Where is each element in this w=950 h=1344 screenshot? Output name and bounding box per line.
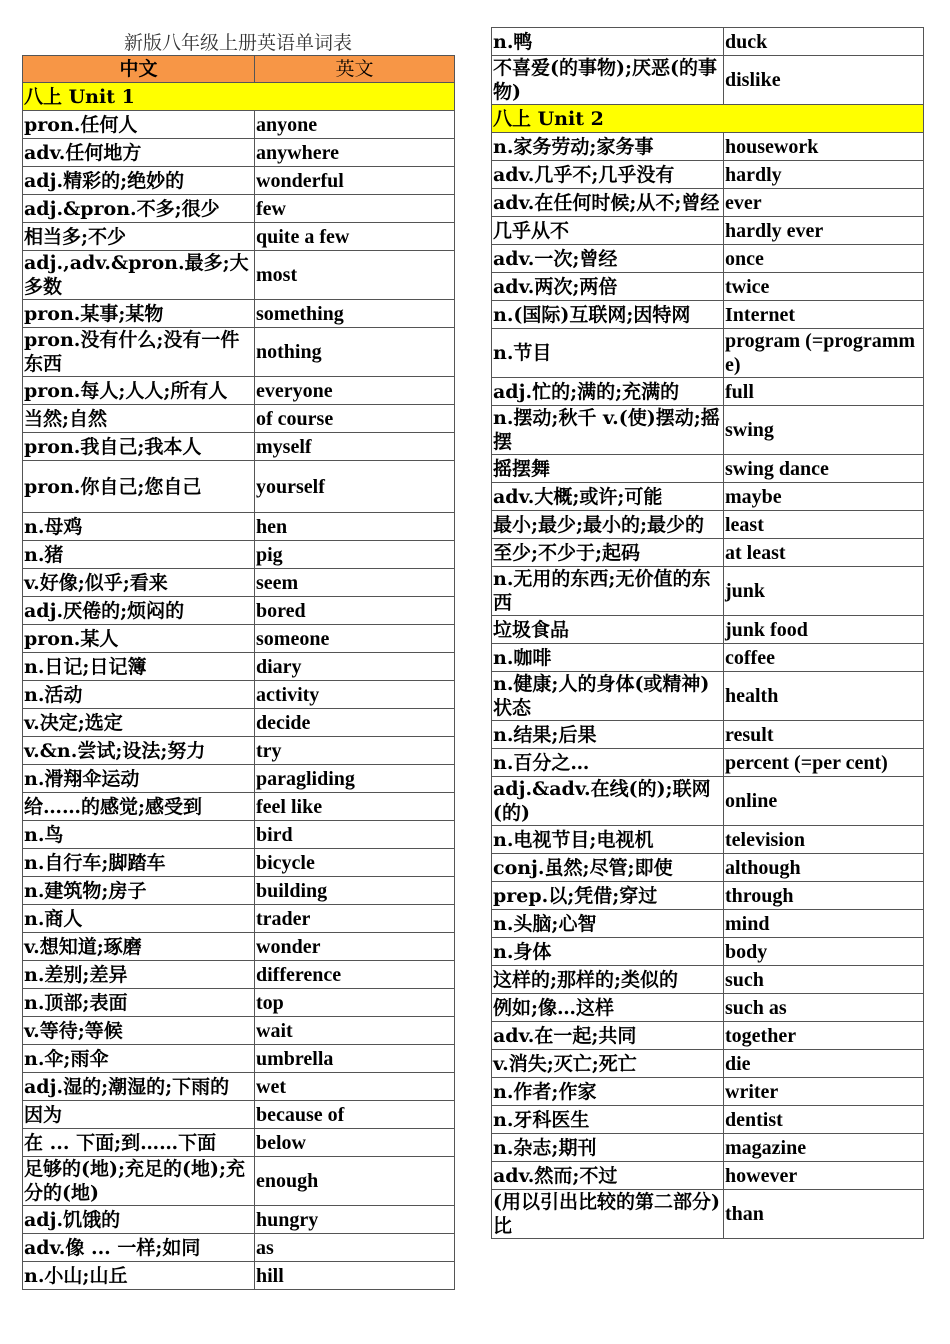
word-row bbox=[23, 541, 455, 569]
english-word: quite a few bbox=[255, 223, 455, 251]
chinese-meaning: v.消失;灭亡;死亡 bbox=[492, 1050, 724, 1078]
chinese-meaning: n.顶部;表面 bbox=[23, 989, 255, 1017]
chinese-meaning: n.健康;人的身体(或精神)状态 bbox=[492, 672, 724, 721]
english-word: decide bbox=[255, 709, 455, 737]
chinese-meaning: n.小山;山丘 bbox=[23, 1262, 255, 1290]
english-word: trader bbox=[255, 905, 455, 933]
chinese-meaning: (用以引出比较的第二部分)比 bbox=[492, 1190, 724, 1239]
english-word: activity bbox=[255, 681, 455, 709]
english-word: however bbox=[724, 1162, 924, 1190]
english-word: hardly bbox=[724, 161, 924, 189]
word-row bbox=[492, 1162, 924, 1190]
english-word: ever bbox=[724, 189, 924, 217]
english-word: dentist bbox=[724, 1106, 924, 1134]
chinese-meaning: n.作者;作家 bbox=[492, 1078, 724, 1106]
chinese-meaning: n.节目 bbox=[492, 329, 724, 378]
english-word: someone bbox=[255, 625, 455, 653]
chinese-meaning: adv.然而;不过 bbox=[492, 1162, 724, 1190]
chinese-meaning: pron.你自己;您自己 bbox=[23, 461, 255, 513]
word-row bbox=[23, 167, 455, 195]
chinese-meaning: n.建筑物;房子 bbox=[23, 877, 255, 905]
chinese-meaning: n.活动 bbox=[23, 681, 255, 709]
word-row bbox=[492, 406, 924, 455]
english-word: junk bbox=[724, 567, 924, 616]
unit-label: 八上 Unit 2 bbox=[492, 105, 924, 133]
chinese-meaning: adj.&pron.不多;很少 bbox=[23, 195, 255, 223]
chinese-meaning: n.日记;日记簿 bbox=[23, 653, 255, 681]
english-word: wonderful bbox=[255, 167, 455, 195]
word-row bbox=[23, 681, 455, 709]
chinese-meaning: v.好像;似乎;看来 bbox=[23, 569, 255, 597]
chinese-meaning: n.差别;差异 bbox=[23, 961, 255, 989]
chinese-meaning: adv.在一起;共同 bbox=[492, 1022, 724, 1050]
chinese-meaning: prep.以;凭借;穿过 bbox=[492, 882, 724, 910]
chinese-meaning: 摇摆舞 bbox=[492, 455, 724, 483]
english-word: housework bbox=[724, 133, 924, 161]
english-word: few bbox=[255, 195, 455, 223]
word-row bbox=[492, 777, 924, 826]
english-word: difference bbox=[255, 961, 455, 989]
word-row bbox=[492, 28, 924, 56]
word-row bbox=[492, 56, 924, 105]
english-word: everyone bbox=[255, 377, 455, 405]
chinese-meaning: pron.我自己;我本人 bbox=[23, 433, 255, 461]
word-row bbox=[492, 910, 924, 938]
english-word: mind bbox=[724, 910, 924, 938]
word-row bbox=[492, 189, 924, 217]
word-row bbox=[23, 1129, 455, 1157]
chinese-meaning: n.咖啡 bbox=[492, 644, 724, 672]
word-row bbox=[23, 933, 455, 961]
english-word: together bbox=[724, 1022, 924, 1050]
chinese-meaning: adv.几乎不;几乎没有 bbox=[492, 161, 724, 189]
word-row bbox=[492, 567, 924, 616]
unit-row bbox=[492, 105, 924, 133]
chinese-meaning: n.鸟 bbox=[23, 821, 255, 849]
chinese-meaning: adv.大概;或许;可能 bbox=[492, 483, 724, 511]
header-english: 英文 bbox=[255, 56, 455, 83]
chinese-meaning: n.(国际)互联网;因特网 bbox=[492, 301, 724, 329]
chinese-meaning: 在 ... 下面;到……下面 bbox=[23, 1129, 255, 1157]
english-word: online bbox=[724, 777, 924, 826]
word-row bbox=[23, 1073, 455, 1101]
english-word: coffee bbox=[724, 644, 924, 672]
word-row bbox=[492, 483, 924, 511]
chinese-meaning: n.杂志;期刊 bbox=[492, 1134, 724, 1162]
chinese-meaning: n.自行车;脚踏车 bbox=[23, 849, 255, 877]
word-row bbox=[492, 826, 924, 854]
chinese-meaning: 例如;像…这样 bbox=[492, 994, 724, 1022]
word-row bbox=[492, 161, 924, 189]
word-row bbox=[23, 461, 455, 513]
chinese-meaning: n.滑翔伞运动 bbox=[23, 765, 255, 793]
word-row bbox=[23, 793, 455, 821]
english-word: junk food bbox=[724, 616, 924, 644]
english-word: duck bbox=[724, 28, 924, 56]
chinese-meaning: adv.在任何时候;从不;曾经 bbox=[492, 189, 724, 217]
chinese-meaning: 足够的(地);充足的(地);充分的(地) bbox=[23, 1157, 255, 1206]
chinese-meaning: 因为 bbox=[23, 1101, 255, 1129]
word-row bbox=[492, 1078, 924, 1106]
word-row bbox=[492, 245, 924, 273]
chinese-meaning: pron.某事;某物 bbox=[23, 300, 255, 328]
word-row bbox=[23, 625, 455, 653]
english-word: bird bbox=[255, 821, 455, 849]
english-word: nothing bbox=[255, 328, 455, 377]
english-word: through bbox=[724, 882, 924, 910]
english-word: bored bbox=[255, 597, 455, 625]
chinese-meaning: adj.饥饿的 bbox=[23, 1206, 255, 1234]
unit-label: 八上 Unit 1 bbox=[23, 83, 455, 111]
chinese-meaning: n.头脑;心智 bbox=[492, 910, 724, 938]
chinese-meaning: v.决定;选定 bbox=[23, 709, 255, 737]
word-row bbox=[23, 1157, 455, 1206]
english-word: swing dance bbox=[724, 455, 924, 483]
word-row bbox=[23, 653, 455, 681]
english-word: umbrella bbox=[255, 1045, 455, 1073]
chinese-meaning: adj.湿的;潮湿的;下雨的 bbox=[23, 1073, 255, 1101]
chinese-meaning: 垃圾食品 bbox=[492, 616, 724, 644]
word-row bbox=[492, 721, 924, 749]
english-word: yourself bbox=[255, 461, 455, 513]
word-row bbox=[492, 1106, 924, 1134]
chinese-meaning: 至少;不少于;起码 bbox=[492, 539, 724, 567]
chinese-meaning: n.牙科医生 bbox=[492, 1106, 724, 1134]
header-chinese: 中文 bbox=[23, 56, 255, 83]
unit-row bbox=[23, 83, 455, 111]
english-word: writer bbox=[724, 1078, 924, 1106]
chinese-meaning: 当然;自然 bbox=[23, 405, 255, 433]
chinese-meaning: n.鸭 bbox=[492, 28, 724, 56]
chinese-meaning: n.伞;雨伞 bbox=[23, 1045, 255, 1073]
word-row bbox=[23, 905, 455, 933]
english-word: of course bbox=[255, 405, 455, 433]
chinese-meaning: adv.像 ... 一样;如同 bbox=[23, 1234, 255, 1262]
chinese-meaning: v.等待;等候 bbox=[23, 1017, 255, 1045]
word-row bbox=[492, 616, 924, 644]
word-row bbox=[23, 1045, 455, 1073]
word-row bbox=[492, 217, 924, 245]
english-word: seem bbox=[255, 569, 455, 597]
chinese-meaning: n.电视节目;电视机 bbox=[492, 826, 724, 854]
chinese-meaning: n.百分之… bbox=[492, 749, 724, 777]
word-row bbox=[492, 882, 924, 910]
word-row bbox=[492, 994, 924, 1022]
word-row bbox=[492, 966, 924, 994]
english-word: percent (=per cent) bbox=[724, 749, 924, 777]
english-word: such as bbox=[724, 994, 924, 1022]
word-row bbox=[23, 1101, 455, 1129]
word-row bbox=[23, 821, 455, 849]
chinese-meaning: v.&n.尝试;设法;努力 bbox=[23, 737, 255, 765]
word-row bbox=[492, 1190, 924, 1239]
word-row bbox=[492, 301, 924, 329]
english-word: pig bbox=[255, 541, 455, 569]
word-row bbox=[23, 849, 455, 877]
english-word: try bbox=[255, 737, 455, 765]
word-row bbox=[23, 328, 455, 377]
vocab-table-right bbox=[491, 27, 924, 1239]
english-word: wet bbox=[255, 1073, 455, 1101]
english-word: building bbox=[255, 877, 455, 905]
chinese-meaning: 给……的感觉;感受到 bbox=[23, 793, 255, 821]
chinese-meaning: n.母鸡 bbox=[23, 513, 255, 541]
word-row bbox=[492, 133, 924, 161]
english-word: below bbox=[255, 1129, 455, 1157]
chinese-meaning: 不喜爱(的事物);厌恶(的事物) bbox=[492, 56, 724, 105]
english-word: than bbox=[724, 1190, 924, 1239]
word-row bbox=[492, 854, 924, 882]
word-row bbox=[23, 709, 455, 737]
word-row bbox=[492, 938, 924, 966]
english-word: anywhere bbox=[255, 139, 455, 167]
word-row bbox=[492, 749, 924, 777]
chinese-meaning: n.无用的东西;无价值的东西 bbox=[492, 567, 724, 616]
english-word: maybe bbox=[724, 483, 924, 511]
english-word: twice bbox=[724, 273, 924, 301]
word-row bbox=[23, 765, 455, 793]
chinese-meaning: pron.某人 bbox=[23, 625, 255, 653]
english-word: result bbox=[724, 721, 924, 749]
chinese-meaning: 相当多;不少 bbox=[23, 223, 255, 251]
word-row bbox=[23, 737, 455, 765]
word-row bbox=[492, 1050, 924, 1078]
english-word: body bbox=[724, 938, 924, 966]
chinese-meaning: 几乎从不 bbox=[492, 217, 724, 245]
word-row bbox=[23, 1017, 455, 1045]
english-word: wait bbox=[255, 1017, 455, 1045]
chinese-meaning: pron.每人;人人;所有人 bbox=[23, 377, 255, 405]
english-word: full bbox=[724, 378, 924, 406]
word-row bbox=[492, 378, 924, 406]
english-word: at least bbox=[724, 539, 924, 567]
chinese-meaning: adj.,adv.&pron.最多;大多数 bbox=[23, 251, 255, 300]
word-row bbox=[23, 223, 455, 251]
english-word: hen bbox=[255, 513, 455, 541]
chinese-meaning: adv.任何地方 bbox=[23, 139, 255, 167]
word-row bbox=[23, 1262, 455, 1290]
word-row bbox=[23, 961, 455, 989]
chinese-meaning: n.家务劳动;家务事 bbox=[492, 133, 724, 161]
word-row bbox=[23, 989, 455, 1017]
chinese-meaning: conj.虽然;尽管;即使 bbox=[492, 854, 724, 882]
english-word: Internet bbox=[724, 301, 924, 329]
vocab-table-left bbox=[22, 55, 455, 1290]
english-word: die bbox=[724, 1050, 924, 1078]
english-word: anyone bbox=[255, 111, 455, 139]
chinese-meaning: n.商人 bbox=[23, 905, 255, 933]
english-word: such bbox=[724, 966, 924, 994]
english-word: top bbox=[255, 989, 455, 1017]
english-word: because of bbox=[255, 1101, 455, 1129]
word-row bbox=[23, 300, 455, 328]
chinese-meaning: adj.厌倦的;烦闷的 bbox=[23, 597, 255, 625]
chinese-meaning: v.想知道;琢磨 bbox=[23, 933, 255, 961]
chinese-meaning: 最小;最少;最小的;最少的 bbox=[492, 511, 724, 539]
word-row bbox=[492, 511, 924, 539]
word-row bbox=[23, 1206, 455, 1234]
english-word: hardly ever bbox=[724, 217, 924, 245]
word-row bbox=[23, 405, 455, 433]
english-word: diary bbox=[255, 653, 455, 681]
chinese-meaning: adj.精彩的;绝妙的 bbox=[23, 167, 255, 195]
chinese-meaning: n.猪 bbox=[23, 541, 255, 569]
word-row bbox=[23, 111, 455, 139]
english-word: although bbox=[724, 854, 924, 882]
chinese-meaning: pron.任何人 bbox=[23, 111, 255, 139]
chinese-meaning: adv.一次;曾经 bbox=[492, 245, 724, 273]
chinese-meaning: adv.两次;两倍 bbox=[492, 273, 724, 301]
english-word: hungry bbox=[255, 1206, 455, 1234]
word-row bbox=[492, 539, 924, 567]
chinese-meaning: n.摆动;秋千 v.(使)摆动;摇摆 bbox=[492, 406, 724, 455]
word-row bbox=[492, 1134, 924, 1162]
english-word: feel like bbox=[255, 793, 455, 821]
word-row bbox=[23, 377, 455, 405]
english-word: most bbox=[255, 251, 455, 300]
chinese-meaning: n.结果;后果 bbox=[492, 721, 724, 749]
chinese-meaning: adj.忙的;满的;充满的 bbox=[492, 378, 724, 406]
english-word: once bbox=[724, 245, 924, 273]
word-row bbox=[23, 569, 455, 597]
word-row bbox=[492, 1022, 924, 1050]
word-row bbox=[23, 433, 455, 461]
word-row bbox=[23, 597, 455, 625]
english-word: hill bbox=[255, 1262, 455, 1290]
chinese-meaning: n.身体 bbox=[492, 938, 724, 966]
word-row bbox=[492, 644, 924, 672]
english-word: enough bbox=[255, 1157, 455, 1206]
word-row bbox=[23, 513, 455, 541]
english-word: bicycle bbox=[255, 849, 455, 877]
word-row bbox=[492, 672, 924, 721]
english-word: paragliding bbox=[255, 765, 455, 793]
english-word: health bbox=[724, 672, 924, 721]
english-word: as bbox=[255, 1234, 455, 1262]
english-word: something bbox=[255, 300, 455, 328]
english-word: dislike bbox=[724, 56, 924, 105]
chinese-meaning: pron.没有什么;没有一件东西 bbox=[23, 328, 255, 377]
chinese-meaning: adj.&adv.在线(的);联网(的) bbox=[492, 777, 724, 826]
page-title: 新版八年级上册英语单词表 bbox=[123, 32, 352, 54]
word-row bbox=[23, 139, 455, 167]
english-word: television bbox=[724, 826, 924, 854]
english-word: program (=programme) bbox=[724, 329, 924, 378]
word-row bbox=[492, 329, 924, 378]
chinese-meaning: 这样的;那样的;类似的 bbox=[492, 966, 724, 994]
word-row bbox=[492, 455, 924, 483]
word-row bbox=[23, 195, 455, 223]
word-row bbox=[23, 251, 455, 300]
english-word: wonder bbox=[255, 933, 455, 961]
english-word: magazine bbox=[724, 1134, 924, 1162]
english-word: swing bbox=[724, 406, 924, 455]
header-row bbox=[23, 56, 455, 83]
word-row bbox=[492, 273, 924, 301]
english-word: least bbox=[724, 511, 924, 539]
english-word: myself bbox=[255, 433, 455, 461]
word-row bbox=[23, 877, 455, 905]
word-row bbox=[23, 1234, 455, 1262]
